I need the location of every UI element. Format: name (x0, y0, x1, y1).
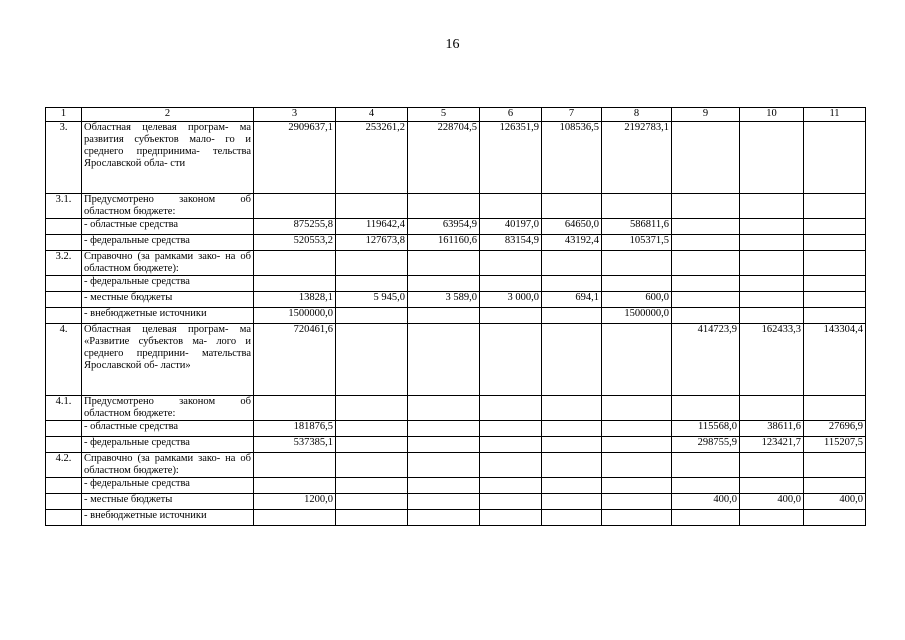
table-row (46, 510, 866, 526)
value-cell: 181876,5 (254, 421, 336, 437)
row-label-cell: - федеральные средства (82, 235, 254, 251)
row-label-cell: - местные бюджеты (82, 494, 254, 510)
value-cell (408, 194, 480, 219)
table-row (46, 219, 866, 235)
value-cell: 586811,6 (602, 219, 672, 235)
value-cell (336, 494, 408, 510)
value-cell (804, 396, 866, 421)
value-cell: 108536,5 (542, 122, 602, 194)
value-cell: 2192783,1 (602, 122, 672, 194)
value-cell (740, 219, 804, 235)
value-cell: 38611,6 (740, 421, 804, 437)
row-label-cell: Справочно (за рамками зако- на об областном бюджете): (82, 251, 254, 276)
value-cell (602, 453, 672, 478)
value-cell (804, 235, 866, 251)
value-cell: 13828,1 (254, 292, 336, 308)
value-cell: 3 000,0 (480, 292, 542, 308)
value-cell (740, 453, 804, 478)
value-cell (602, 276, 672, 292)
row-number-cell (46, 276, 82, 292)
value-cell (408, 251, 480, 276)
value-cell (542, 251, 602, 276)
value-cell: 127673,8 (336, 235, 408, 251)
value-cell (602, 324, 672, 396)
value-cell (804, 478, 866, 494)
row-number-cell: 3.1. (46, 194, 82, 219)
value-cell: 1500000,0 (602, 308, 672, 324)
row-number-cell: 4.2. (46, 453, 82, 478)
value-cell (542, 324, 602, 396)
value-cell (408, 421, 480, 437)
value-cell (408, 494, 480, 510)
value-cell (542, 453, 602, 478)
table-row (46, 122, 866, 194)
row-number-cell (46, 437, 82, 453)
row-number-cell (46, 421, 82, 437)
value-cell: 63954,9 (408, 219, 480, 235)
value-cell (602, 494, 672, 510)
value-cell: 875255,8 (254, 219, 336, 235)
value-cell (804, 308, 866, 324)
value-cell (602, 251, 672, 276)
value-cell: 253261,2 (336, 122, 408, 194)
value-cell (542, 396, 602, 421)
value-cell: 115207,5 (804, 437, 866, 453)
column-number-cell: 1 (46, 108, 82, 122)
value-cell (740, 194, 804, 219)
value-cell: 720461,6 (254, 324, 336, 396)
value-cell (672, 194, 740, 219)
value-cell (672, 478, 740, 494)
value-cell (408, 324, 480, 396)
value-cell (740, 510, 804, 526)
value-cell: 1200,0 (254, 494, 336, 510)
table-row (46, 437, 866, 453)
row-number-cell (46, 308, 82, 324)
value-cell (336, 324, 408, 396)
value-cell (542, 276, 602, 292)
value-cell: 40197,0 (480, 219, 542, 235)
value-cell (480, 194, 542, 219)
value-cell (254, 251, 336, 276)
value-cell (408, 478, 480, 494)
row-label-cell: - областные средства (82, 421, 254, 437)
row-number-cell (46, 510, 82, 526)
value-cell (336, 478, 408, 494)
value-cell (602, 437, 672, 453)
row-number-cell: 3. (46, 122, 82, 194)
value-cell (804, 194, 866, 219)
value-cell: 400,0 (804, 494, 866, 510)
column-number-cell: 11 (804, 108, 866, 122)
value-cell (740, 396, 804, 421)
value-cell (336, 510, 408, 526)
value-cell (542, 494, 602, 510)
value-cell: 298755,9 (672, 437, 740, 453)
row-label-cell: Предусмотрено законом об областном бюджете: (82, 194, 254, 219)
value-cell: 83154,9 (480, 235, 542, 251)
column-number-cell: 8 (602, 108, 672, 122)
row-label-cell: Областная целевая програм- ма «Развитие субъектов ма- лого и среднего предприни- мательства Ярославской об- ласти» (82, 324, 254, 396)
value-cell (408, 510, 480, 526)
value-cell (672, 396, 740, 421)
value-cell: 105371,5 (602, 235, 672, 251)
row-number-cell: 4. (46, 324, 82, 396)
value-cell (804, 292, 866, 308)
column-number-cell: 2 (82, 108, 254, 122)
value-cell: 126351,9 (480, 122, 542, 194)
row-label-cell: - федеральные средства (82, 437, 254, 453)
table-row (46, 251, 866, 276)
value-cell (740, 292, 804, 308)
value-cell (480, 276, 542, 292)
value-cell (542, 510, 602, 526)
value-cell (542, 437, 602, 453)
value-cell (336, 308, 408, 324)
column-number-cell: 4 (336, 108, 408, 122)
value-cell: 400,0 (672, 494, 740, 510)
value-cell: 600,0 (602, 292, 672, 308)
column-number-cell: 7 (542, 108, 602, 122)
value-cell (672, 235, 740, 251)
column-number-row (46, 108, 866, 122)
value-cell: 5 945,0 (336, 292, 408, 308)
row-label-cell: - внебюджетные источники (82, 510, 254, 526)
value-cell: 400,0 (740, 494, 804, 510)
row-label-cell: - федеральные средства (82, 276, 254, 292)
value-cell (408, 396, 480, 421)
value-cell: 2909637,1 (254, 122, 336, 194)
row-label-cell: - местные бюджеты (82, 292, 254, 308)
row-label-cell: - внебюджетные источники (82, 308, 254, 324)
value-cell (336, 396, 408, 421)
value-cell (480, 437, 542, 453)
value-cell (672, 276, 740, 292)
value-cell (254, 276, 336, 292)
row-number-cell (46, 292, 82, 308)
value-cell (672, 308, 740, 324)
value-cell (408, 453, 480, 478)
table-row (46, 396, 866, 421)
value-cell (480, 324, 542, 396)
value-cell: 694,1 (542, 292, 602, 308)
value-cell (254, 478, 336, 494)
column-number-cell: 10 (740, 108, 804, 122)
value-cell (740, 122, 804, 194)
value-cell: 3 589,0 (408, 292, 480, 308)
table-row (46, 478, 866, 494)
value-cell (804, 122, 866, 194)
row-label-cell: - федеральные средства (82, 478, 254, 494)
column-number-cell: 5 (408, 108, 480, 122)
value-cell (480, 494, 542, 510)
value-cell (542, 308, 602, 324)
value-cell (804, 453, 866, 478)
value-cell (480, 251, 542, 276)
value-cell (542, 478, 602, 494)
value-cell (672, 251, 740, 276)
value-cell (336, 453, 408, 478)
value-cell: 64650,0 (542, 219, 602, 235)
value-cell (672, 122, 740, 194)
value-cell (408, 437, 480, 453)
value-cell (254, 510, 336, 526)
row-number-cell: 4.1. (46, 396, 82, 421)
value-cell (672, 292, 740, 308)
value-cell: 123421,7 (740, 437, 804, 453)
value-cell (480, 510, 542, 526)
value-cell (480, 421, 542, 437)
value-cell (480, 453, 542, 478)
table-row (46, 308, 866, 324)
column-number-cell: 3 (254, 108, 336, 122)
value-cell (254, 453, 336, 478)
row-label-cell: Справочно (за рамками зако- на об областном бюджете): (82, 453, 254, 478)
value-cell: 1500000,0 (254, 308, 336, 324)
value-cell (740, 235, 804, 251)
row-label-cell: - областные средства (82, 219, 254, 235)
table-row (46, 453, 866, 478)
row-number-cell (46, 478, 82, 494)
value-cell: 228704,5 (408, 122, 480, 194)
value-cell (672, 453, 740, 478)
value-cell (336, 437, 408, 453)
row-label-cell: Областная целевая програм- ма развития субъектов мало- го и среднего предпринима- тельства Ярославской обла- сти (82, 122, 254, 194)
value-cell (672, 510, 740, 526)
value-cell: 27696,9 (804, 421, 866, 437)
value-cell: 520553,2 (254, 235, 336, 251)
column-number-cell: 9 (672, 108, 740, 122)
value-cell (602, 396, 672, 421)
value-cell (336, 421, 408, 437)
row-number-cell: 3.2. (46, 251, 82, 276)
value-cell (542, 194, 602, 219)
value-cell (480, 478, 542, 494)
value-cell (602, 421, 672, 437)
value-cell (804, 510, 866, 526)
value-cell: 537385,1 (254, 437, 336, 453)
value-cell: 162433,3 (740, 324, 804, 396)
value-cell (480, 308, 542, 324)
value-cell (336, 251, 408, 276)
value-cell (602, 194, 672, 219)
page-number: 16 (445, 37, 460, 52)
value-cell (480, 396, 542, 421)
table-row (46, 324, 866, 396)
value-cell: 414723,9 (672, 324, 740, 396)
value-cell (408, 308, 480, 324)
table-row (46, 235, 866, 251)
value-cell (336, 276, 408, 292)
table-row (46, 276, 866, 292)
value-cell: 143304,4 (804, 324, 866, 396)
row-label-cell: Предусмотрено законом об областном бюджете: (82, 396, 254, 421)
value-cell: 119642,4 (336, 219, 408, 235)
value-cell (602, 510, 672, 526)
row-number-cell (46, 494, 82, 510)
value-cell (804, 251, 866, 276)
value-cell (804, 276, 866, 292)
value-cell (408, 276, 480, 292)
table-row (46, 421, 866, 437)
row-number-cell (46, 235, 82, 251)
table-row (46, 194, 866, 219)
table-row (46, 494, 866, 510)
column-number-cell: 6 (480, 108, 542, 122)
value-cell: 115568,0 (672, 421, 740, 437)
value-cell (740, 276, 804, 292)
value-cell (740, 251, 804, 276)
value-cell: 43192,4 (542, 235, 602, 251)
value-cell (542, 421, 602, 437)
value-cell (254, 396, 336, 421)
value-cell (254, 194, 336, 219)
value-cell (336, 194, 408, 219)
table-row (46, 292, 866, 308)
value-cell (740, 308, 804, 324)
value-cell (804, 219, 866, 235)
value-cell (672, 219, 740, 235)
value-cell (740, 478, 804, 494)
value-cell (602, 478, 672, 494)
row-number-cell (46, 219, 82, 235)
value-cell: 161160,6 (408, 235, 480, 251)
budget-table (45, 107, 866, 526)
